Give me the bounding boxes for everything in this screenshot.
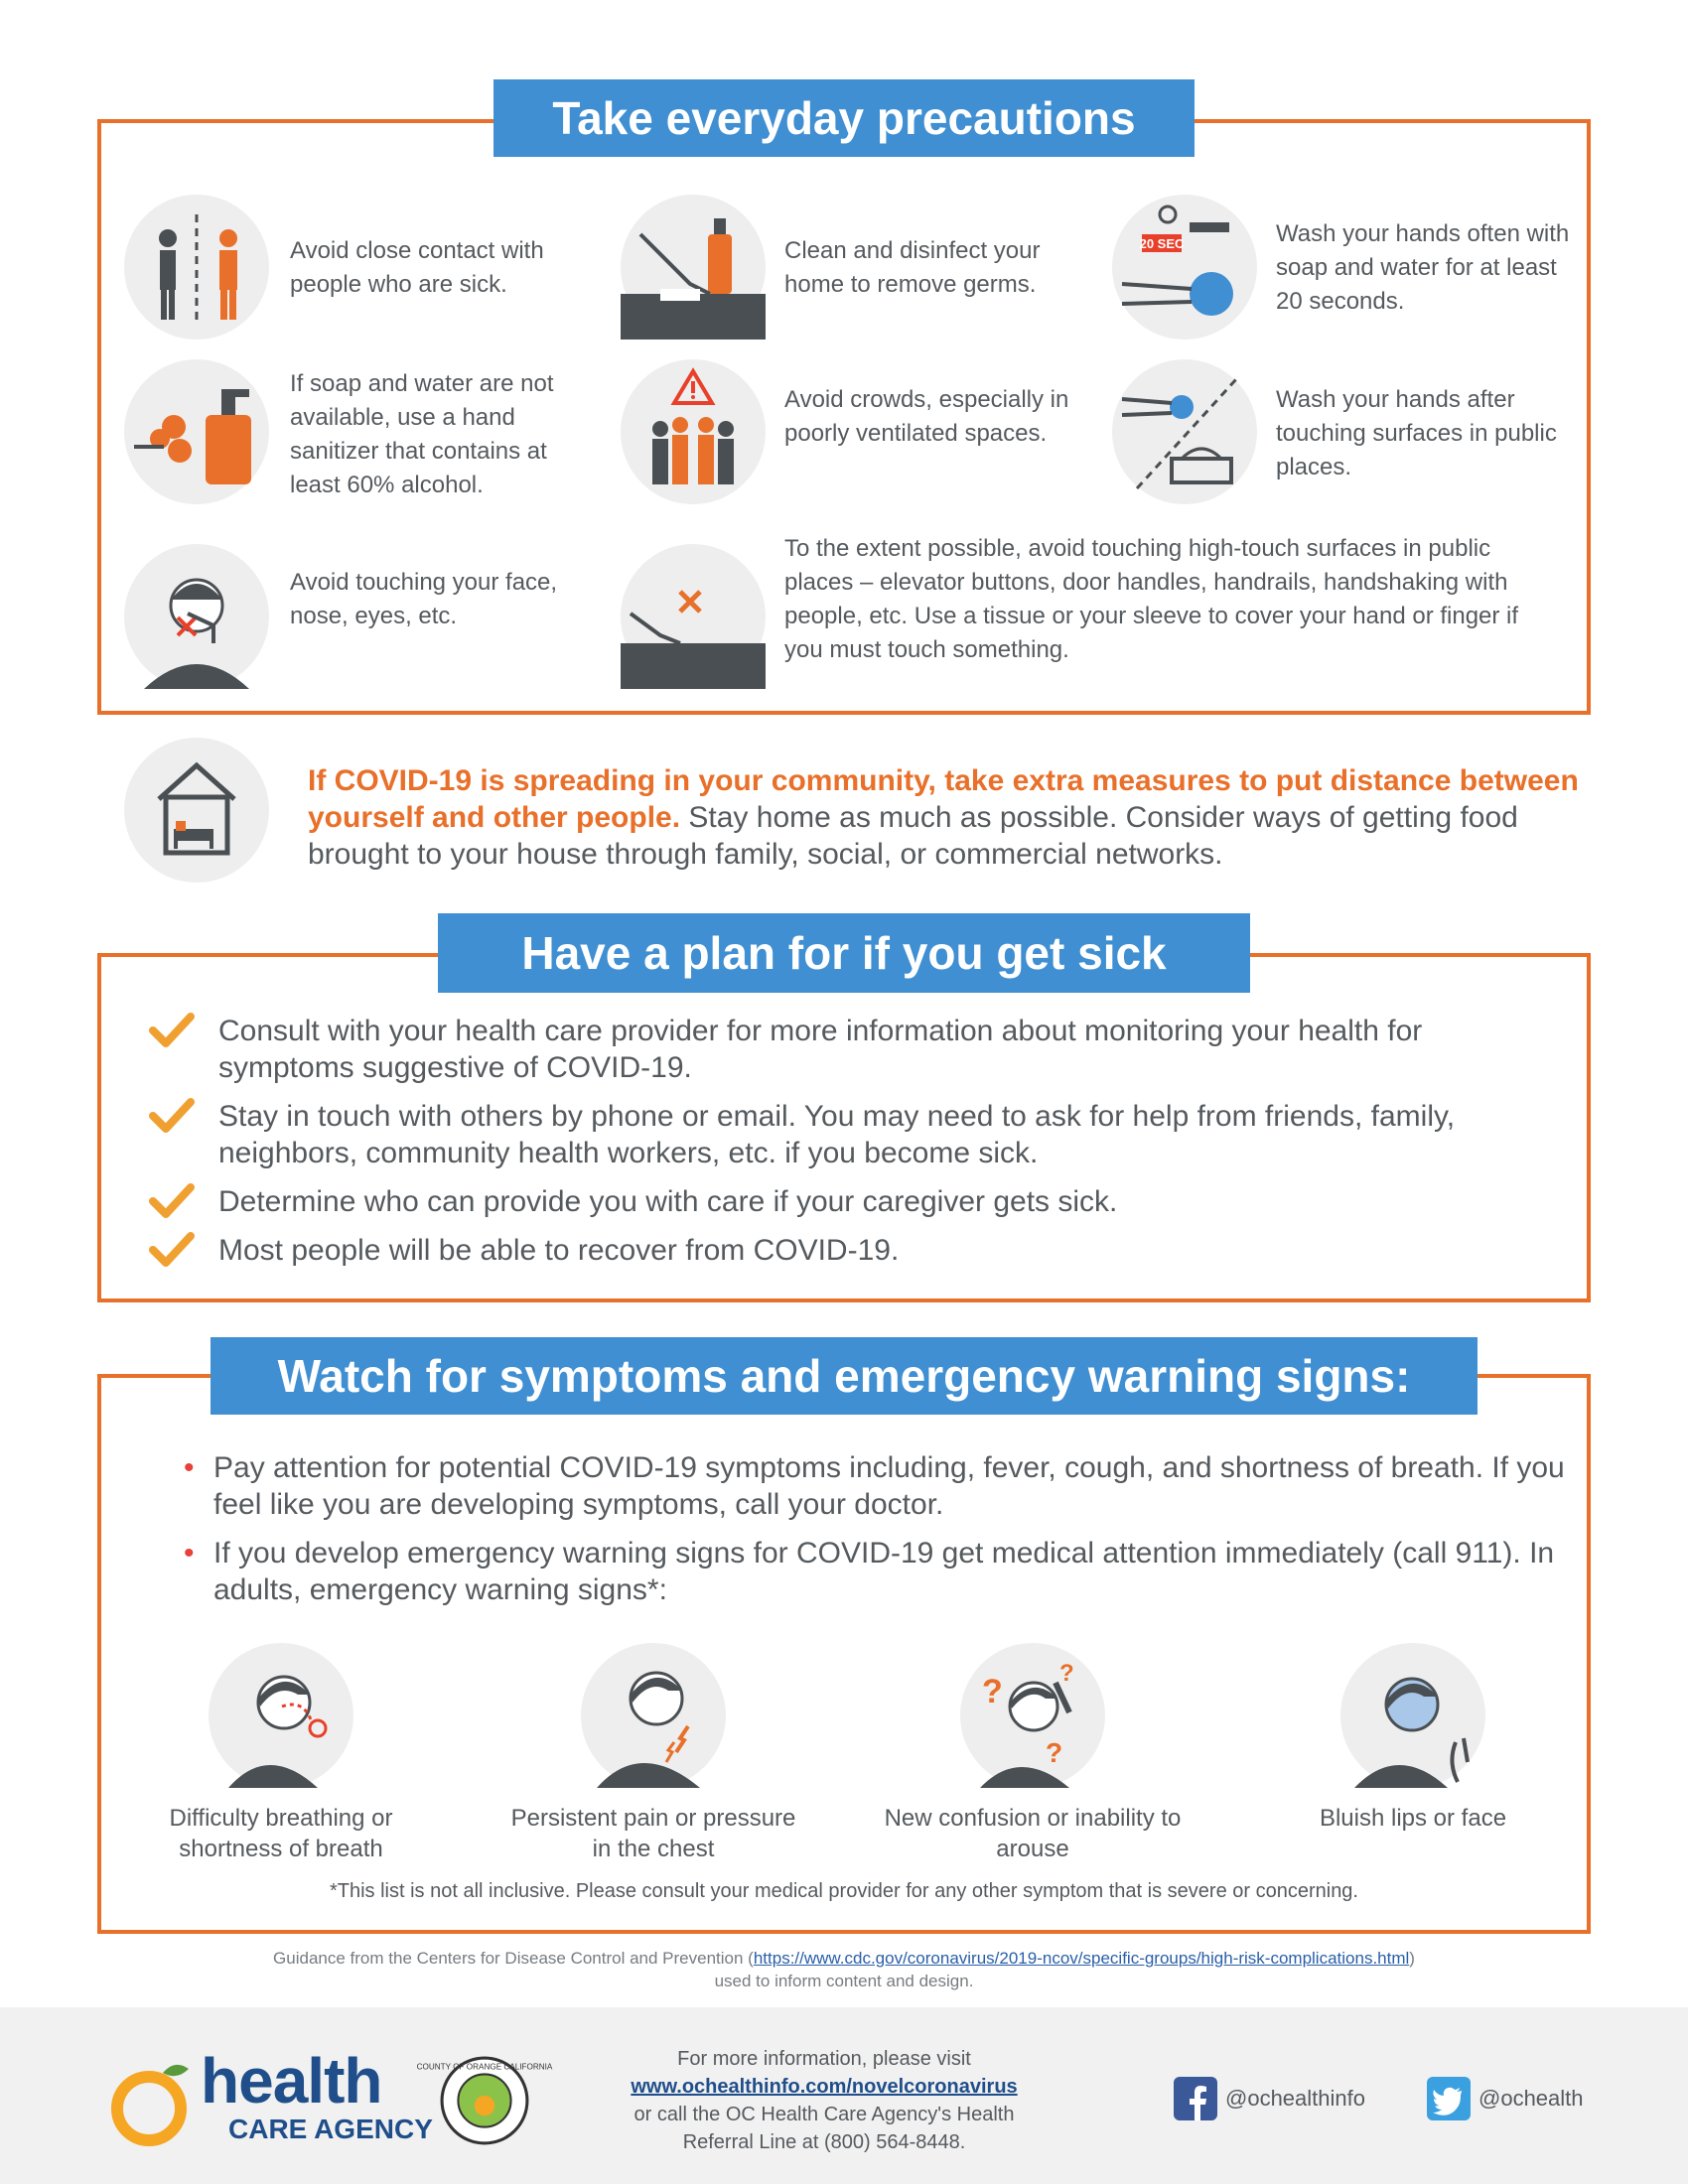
svg-text:?: ? bbox=[1059, 1660, 1074, 1687]
community-highlight: If COVID-19 is spreading in your community, take extra measures to put distance between yourself and other people. bbox=[308, 764, 1579, 834]
bluish-face-icon bbox=[1340, 1643, 1485, 1788]
county-seal-icon bbox=[416, 2055, 553, 2146]
precaution-text-crowds: Avoid crowds, especially in poorly ventilated spaces. bbox=[784, 386, 1069, 447]
crowd-icon bbox=[621, 359, 766, 504]
twitter-link[interactable] bbox=[1427, 2077, 1584, 2120]
ochealth-link[interactable]: www.ochealthinfo.com/novelcoronavirus bbox=[631, 2076, 1018, 2098]
facebook-link[interactable] bbox=[1174, 2077, 1365, 2120]
sign-label-bluish: Bluish lips or face bbox=[1319, 1805, 1507, 1832]
info-line3: or call the OC Health Care Agency's Health bbox=[633, 2104, 1015, 2125]
plan-title: Have a plan for if you get sick bbox=[438, 913, 1250, 993]
symptom-bullet-text: Pay attention for potential COVID-19 symptoms including, fever, cough, and shortness of breath. If you feel like you are developing symptoms, call your doctor. bbox=[213, 1451, 1565, 1521]
community-rest: Stay home as much as possible. Consider ways of getting food brought to your house through family, social, or commercial networks. bbox=[308, 801, 1518, 871]
spray-clean-icon bbox=[621, 195, 766, 340]
checkmark-icon bbox=[149, 1230, 195, 1270]
precaution-text-close-contact: Avoid close contact with people who are sick. bbox=[290, 237, 544, 298]
orange-leaf-icon bbox=[111, 2059, 201, 2148]
symptom-bullet-text: If you develop emergency warning signs for COVID-19 get medical attention immediately (call 911). In adults, emergency warning signs*: bbox=[213, 1537, 1555, 1606]
handwash-badge: 20 SEC bbox=[1139, 236, 1185, 251]
precautions-title: Take everyday precautions bbox=[493, 79, 1195, 157]
surface-touch-icon bbox=[621, 544, 766, 689]
symptoms-footnote: *This list is not all inclusive. Please consult your medical provider for any other symptom that is severe or concerning. bbox=[329, 1880, 1358, 1902]
precaution-text-sanitizer: If soap and water are not available, use a hand sanitizer that contains at least 60% alcohol. bbox=[290, 370, 554, 498]
plan-item bbox=[149, 1232, 1529, 1270]
breathing-difficulty-icon bbox=[209, 1643, 353, 1788]
handwash-icon bbox=[1112, 195, 1257, 340]
checkmark-icon bbox=[149, 1011, 195, 1050]
logo-health-text: health bbox=[201, 2045, 382, 2116]
distance-icon bbox=[124, 195, 269, 340]
info-line4: Referral Line at (800) 564-8448. bbox=[682, 2131, 966, 2153]
checkmark-icon bbox=[149, 1181, 195, 1221]
guidance-prefix: Guidance from the Centers for Disease Control and Prevention ( bbox=[273, 1949, 754, 1968]
plan-item-text: Stay in touch with others by phone or email. You may need to ask for help from friends, family, neighbors, community health workers, etc. if you become sick. bbox=[218, 1100, 1456, 1169]
svg-text:?: ? bbox=[1046, 1737, 1063, 1768]
bullet-dot: • bbox=[184, 1451, 195, 1484]
plan-item bbox=[149, 1183, 1529, 1221]
logo-agency-text: CARE AGENCY bbox=[228, 2114, 433, 2144]
sign-label-breathing: Difficulty breathing or shortness of breath bbox=[169, 1805, 393, 1862]
bullet-dot: • bbox=[184, 1537, 195, 1570]
symptoms-title: Watch for symptoms and emergency warning signs: bbox=[211, 1337, 1477, 1415]
checkmark-icon bbox=[149, 1096, 195, 1136]
stay-home-icon bbox=[124, 738, 269, 883]
twitter-icon bbox=[1427, 2077, 1471, 2120]
sanitizer-icon bbox=[124, 359, 269, 504]
precaution-text-high-touch: To the extent possible, avoid touching high-touch surfaces in public places – elevator buttons, door handles, handrails, handshaking with people, etc. Use a tissue or your sleeve to cover your hand or finger if you must touch something. bbox=[784, 535, 1519, 663]
plan-item-text: Most people will be able to recover from COVID-19. bbox=[218, 1234, 900, 1267]
seal-text: COUNTY OF ORANGE CALIFORNIA bbox=[416, 2062, 553, 2072]
confusion-icon bbox=[960, 1643, 1105, 1788]
oc-health-logo bbox=[111, 2045, 439, 2148]
facebook-handle: @ochealthinfo bbox=[1225, 2086, 1365, 2111]
public-surface-icon bbox=[1112, 359, 1257, 504]
facebook-icon bbox=[1174, 2077, 1217, 2120]
precaution-text-public-surfaces: Wash your hands after touching surfaces in public places. bbox=[1276, 386, 1557, 480]
plan-item bbox=[149, 1098, 1529, 1171]
plan-item-text: Determine who can provide you with care if your caregiver gets sick. bbox=[218, 1185, 1118, 1218]
info-line1: For more information, please visit bbox=[677, 2048, 971, 2070]
svg-text:?: ? bbox=[982, 1673, 1003, 1710]
precaution-text-face: Avoid touching your face, nose, eyes, etc. bbox=[290, 569, 558, 629]
cdc-link[interactable]: https://www.cdc.gov/coronavirus/2019-ncov/specific-groups/high-risk-complications.html bbox=[753, 1949, 1410, 1968]
twitter-handle: @ochealth bbox=[1478, 2086, 1584, 2111]
plan-item bbox=[149, 1013, 1529, 1086]
guidance-line1 bbox=[97, 1947, 1591, 1970]
guidance-suffix: ) bbox=[1409, 1949, 1415, 1968]
sign-label-chest: Persistent pain or pressure in the chest bbox=[510, 1805, 796, 1862]
precaution-text-handwash: Wash your hands often with soap and water for at least 20 seconds. bbox=[1276, 220, 1570, 315]
precaution-text-clean: Clean and disinfect your home to remove germs. bbox=[784, 237, 1041, 298]
sign-label-confusion: New confusion or inability to arouse bbox=[884, 1805, 1182, 1862]
footer bbox=[0, 2007, 1688, 2184]
guidance-line2: used to inform content and design. bbox=[714, 1972, 974, 1990]
symptom-bullet bbox=[184, 1535, 1604, 1608]
chest-pain-icon bbox=[581, 1643, 726, 1788]
symptom-bullet bbox=[184, 1449, 1604, 1523]
more-info bbox=[586, 2045, 1062, 2156]
face-touch-icon bbox=[124, 544, 269, 689]
guidance-note bbox=[97, 1947, 1591, 1992]
community-message bbox=[308, 762, 1579, 873]
plan-item-text: Consult with your health care provider for more information about monitoring your health for symptoms suggestive of COVID-19. bbox=[218, 1015, 1423, 1084]
